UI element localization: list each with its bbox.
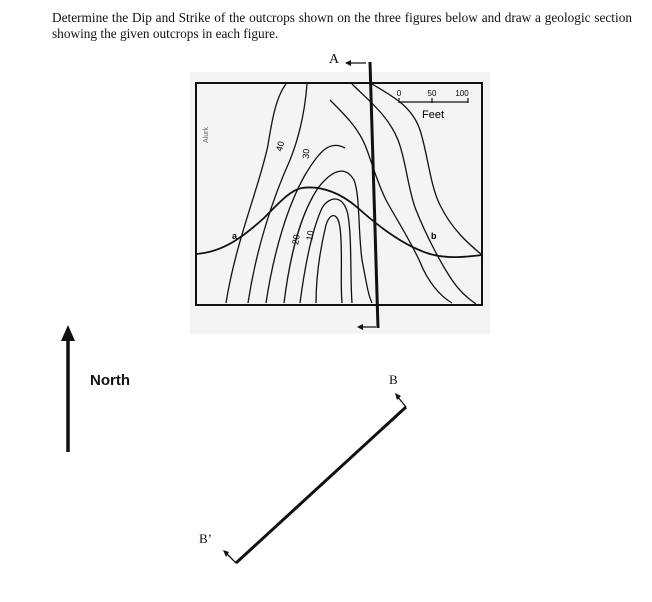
map-side-label: Alurk xyxy=(203,127,210,143)
instructions-text: Determine the Dip and Strike of the outcrops shown on the three figures below and draw a geologic section showing the given outcrops in each figure. xyxy=(52,10,632,41)
scale-tick-label: 100 xyxy=(455,89,469,98)
north-arrow-icon xyxy=(61,325,75,341)
contour-label: 10 xyxy=(304,229,316,242)
scale-tick-label: 50 xyxy=(427,89,437,98)
north-label: North xyxy=(90,372,130,389)
section-b-start-label: B xyxy=(389,372,398,387)
bed-label-b: b xyxy=(431,231,437,241)
section-a-start-label: A xyxy=(329,52,340,67)
scale-unit-label: Feet xyxy=(421,109,445,121)
map-background xyxy=(190,72,490,334)
scale-tick-label: 0 xyxy=(396,89,402,98)
section-line-b xyxy=(236,407,406,563)
contour-label: 20 xyxy=(290,233,302,246)
arrow-head-icon xyxy=(345,60,351,66)
bed-label-a: a xyxy=(232,231,238,241)
section-b-end-label: B’ xyxy=(199,531,212,546)
contour-label: 40 xyxy=(273,140,287,153)
contour-label: 30 xyxy=(300,148,312,160)
